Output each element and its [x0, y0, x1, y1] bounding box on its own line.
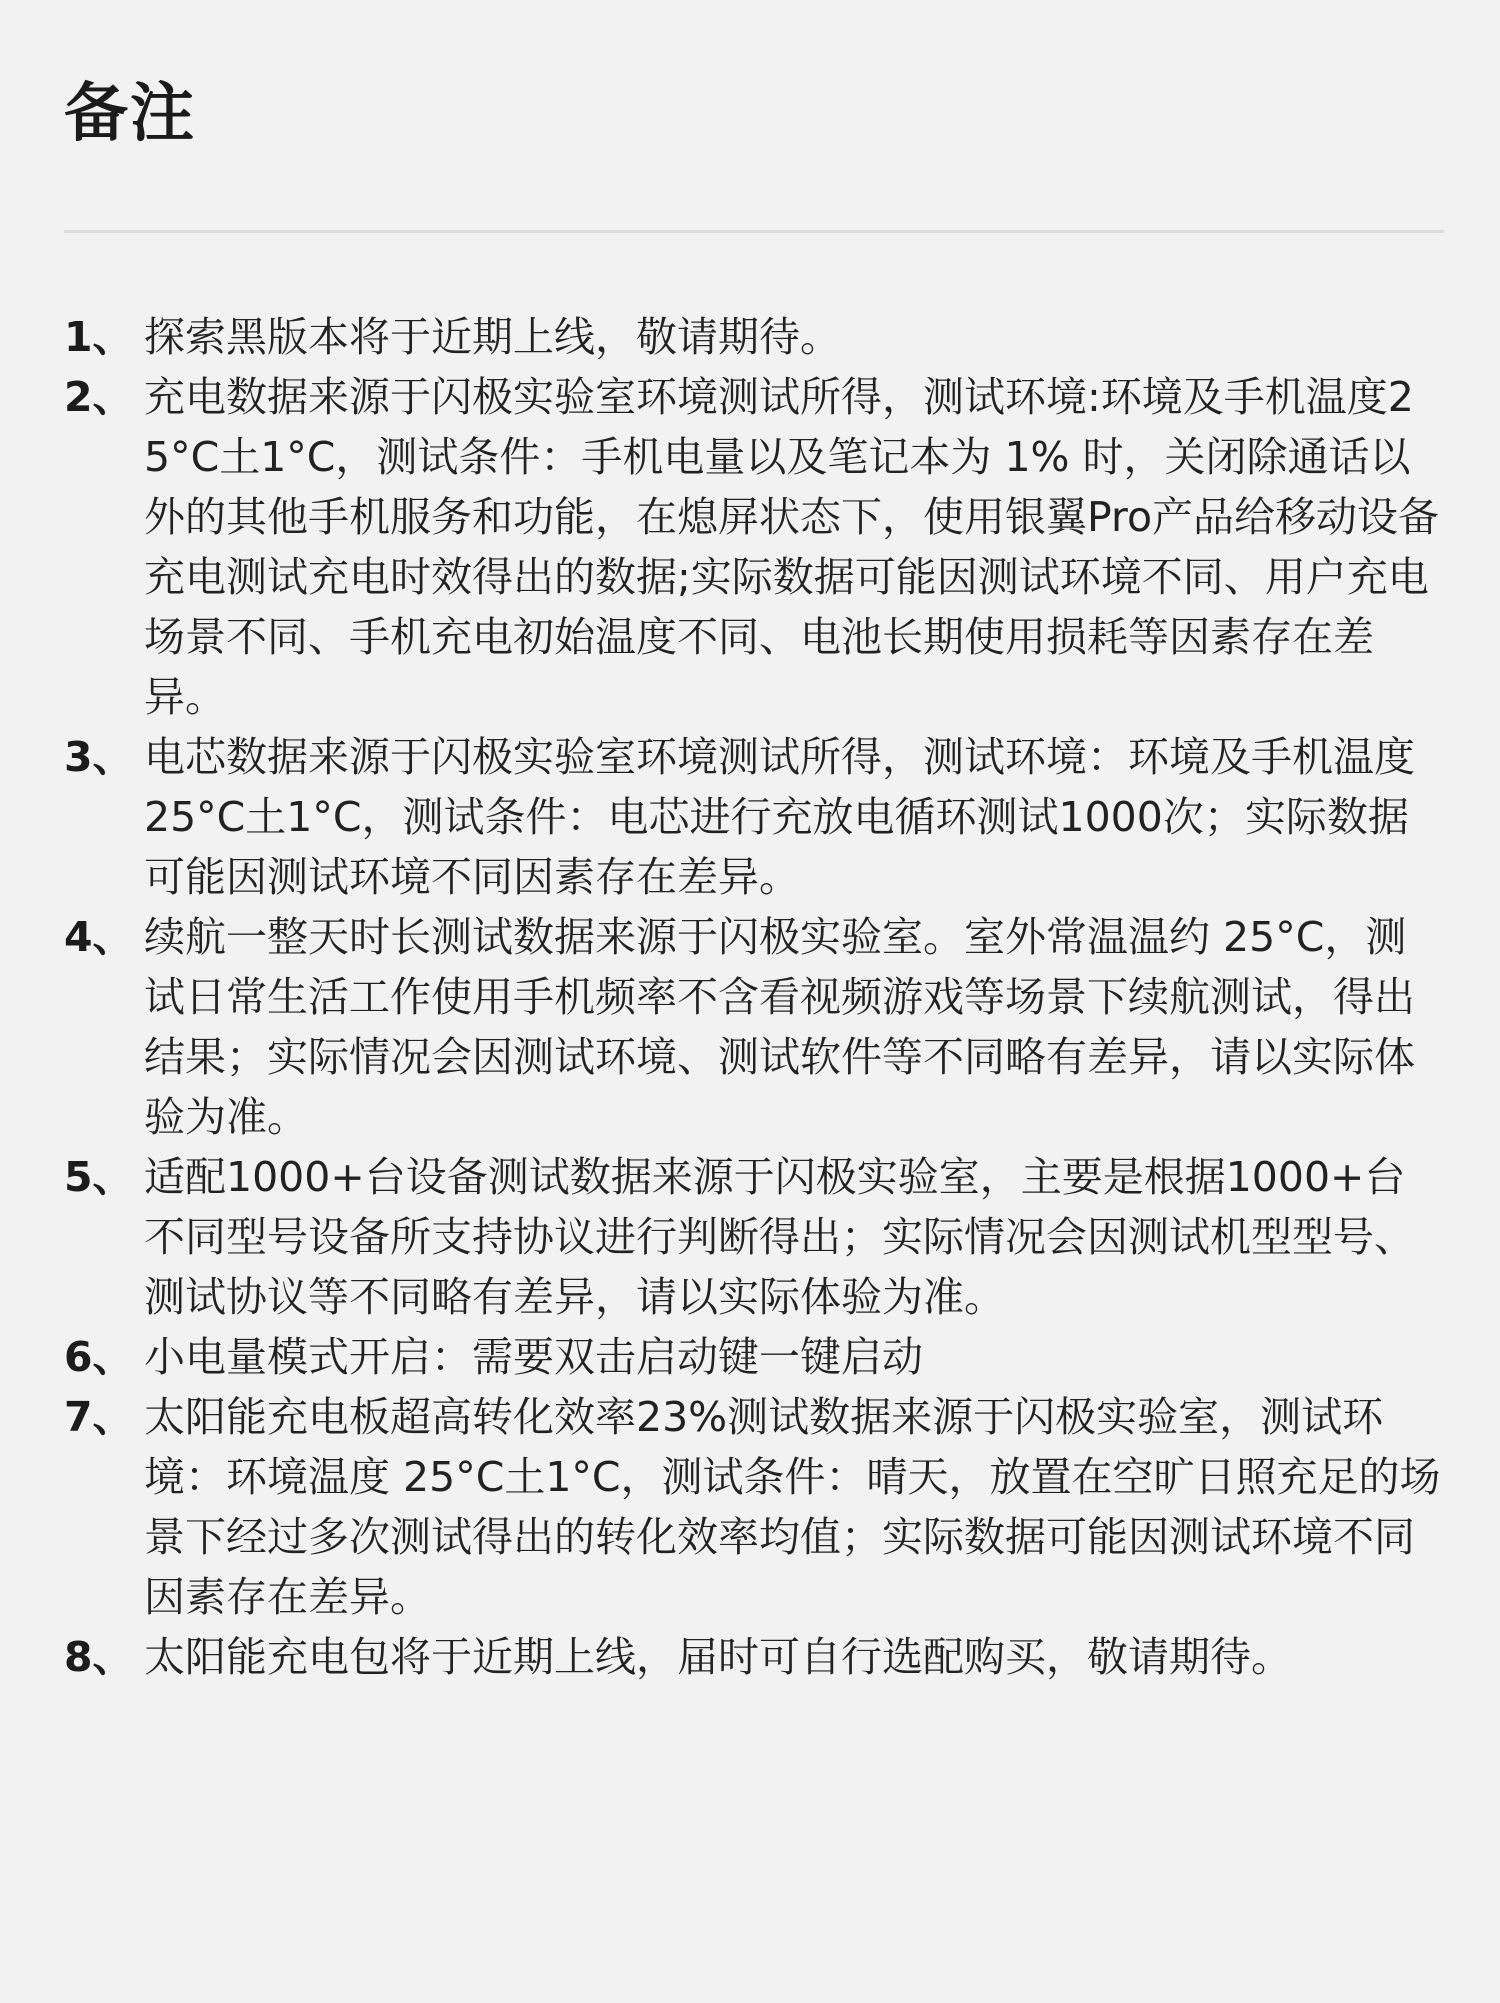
page-title: 备注	[64, 77, 196, 151]
note-text: 适配1000+台设备测试数据来源于闪极实验室，主要是根据1000+台不同型号设备所支持协议进行判断得出；实际情况会因测试机型型号、测试协议等不同略有差异，请以实际体验为准。	[144, 1153, 1415, 1321]
note-text: 充电数据来源于闪极实验室环境测试所得，测试环境:环境及手机温度25°C土1°C，测试条件：手机电量以及笔记本为 1% 时，关闭除通话以外的其他手机服务和功能，在熄屏状态下，使用银翼Pro产品给移动设备充电测试充电时效得出的数据;实际数据可能因测试环境不同、用户充电场景不同、手机充电初始温度不同、电池长期使用损耗等因素存在差异。	[144, 373, 1440, 721]
note-text: 电芯数据来源于闪极实验室环境测试所得，测试环境：环境及手机温度 25°C土1°C，测试条件：电芯进行充放电循环测试1000次；实际数据可能因测试环境不同因素存在差异。	[144, 733, 1415, 901]
note-number: 2、	[64, 373, 134, 421]
note-item	[64, 367, 1444, 727]
note-number: 1、	[64, 313, 134, 361]
note-item	[64, 1327, 1444, 1387]
note-item	[64, 1627, 1444, 1687]
note-text: 太阳能充电包将于近期上线，届时可自行选配购买，敬请期待。	[144, 1633, 1292, 1681]
note-number: 5、	[64, 1153, 134, 1201]
note-text: 探索黑版本将于近期上线，敬请期待。	[144, 313, 841, 361]
notes-list	[64, 307, 1444, 1687]
note-number: 3、	[64, 733, 134, 781]
note-number: 7、	[64, 1393, 134, 1441]
note-item	[64, 907, 1444, 1147]
note-number: 8、	[64, 1633, 134, 1681]
divider	[64, 230, 1444, 233]
note-item	[64, 1147, 1444, 1327]
note-item	[64, 727, 1444, 907]
notes-page	[64, 0, 1444, 1687]
note-text: 太阳能充电板超高转化效率23%测试数据来源于闪极实验室，测试环境：环境温度 25°C土1°C，测试条件：晴天，放置在空旷日照充足的场景下经过多次测试得出的转化效率均值；实际数据可能因测试环境不同因素存在差异。	[144, 1393, 1441, 1621]
note-number: 6、	[64, 1333, 134, 1381]
note-text: 小电量模式开启：需要双击启动键一键启动	[144, 1333, 923, 1381]
note-number: 4、	[64, 913, 134, 961]
note-item	[64, 307, 1444, 367]
note-item	[64, 1387, 1444, 1627]
note-text: 续航一整天时长测试数据来源于闪极实验室。室外常温温约 25°C，测试日常生活工作使用手机频率不含看视频游戏等场景下续航测试，得出结果；实际情况会因测试环境、测试软件等不同略有差异，请以实际体验为准。	[144, 913, 1415, 1141]
